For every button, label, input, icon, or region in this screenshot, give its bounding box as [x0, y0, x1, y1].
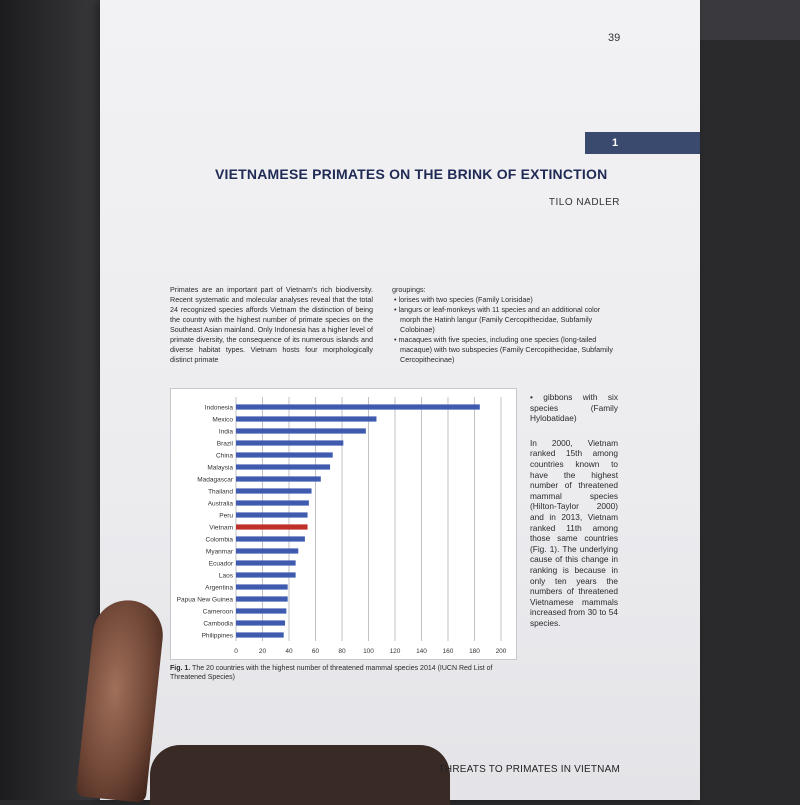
bar-philippines: [236, 632, 284, 637]
category-label: Philippines: [201, 632, 233, 640]
bar-australia: [236, 500, 309, 505]
category-label: Cambodia: [203, 620, 233, 628]
category-label: China: [216, 452, 233, 460]
bar-cambodia: [236, 620, 285, 625]
x-tick-label: 120: [389, 648, 401, 655]
x-tick-label: 100: [363, 648, 374, 655]
chapter-number: 1: [612, 137, 619, 149]
figure-caption-text: The 20 countries with the highest number of threatened mammal species 2014 (IUCN Red List of Threatened Species): [170, 665, 493, 681]
category-label: Ecuador: [208, 560, 233, 568]
category-label: Myanmar: [205, 548, 233, 556]
chapter-tab: [585, 132, 700, 154]
right-column: [392, 285, 622, 365]
category-label: Vietnam: [209, 524, 233, 532]
bullet-langurs: • langurs or leaf-monkeys with 11 species and an additional color morph the Hatinh langur (Family Cercopithecidae, Subfamily Colobinae): [394, 305, 601, 334]
bar-argentina: [236, 584, 288, 589]
left-column-text: Primates are an important part of Vietnam's rich biodiversity. Recent systematic and molecular analyses reveal that the total 24 recognized species affords Vietnam the distinction of being the country with the highest number of primate species on the Southeast Asian mainland. Only Indonesia has a higher level of primate diversity, the consequence of its numerous islands and diverse habitat types. Vietnam hosts four morphologically distinct primate: [170, 285, 373, 364]
chapter-title: VIETNAMESE PRIMATES ON THE BRINK OF EXTINCTION: [215, 166, 608, 182]
category-label: Argentina: [205, 584, 233, 592]
bar-madagascar: [236, 476, 321, 481]
category-label: Madagascar: [197, 476, 233, 484]
bar-india: [236, 428, 366, 433]
category-label: Thailand: [208, 488, 233, 496]
bar-brazil: [236, 440, 343, 445]
x-tick-label: 200: [495, 648, 507, 655]
ranking-paragraph: In 2000, Vietnam ranked 15th among countries known to have the highest number of threatened mammal species (Hilton-Taylor 2000) and in 2013, Vietnam ranked 11th among those same countries (Fig. 1). The underlying cause of this change in ranking is because in only ten years the numbers of threatened Vietnamese mammals increased from 30 to 54 species.: [530, 437, 618, 628]
bar-malaysia: [236, 464, 330, 469]
side-column: [530, 392, 618, 628]
category-label: Laos: [218, 572, 233, 580]
running-footer: THREATS TO PRIMATES IN VIETNAM: [438, 764, 620, 775]
bar-colombia: [236, 536, 305, 541]
category-label: India: [218, 428, 233, 436]
figure-caption: [170, 664, 515, 682]
category-label: Indonesia: [204, 404, 233, 412]
hand-shadow: [150, 745, 450, 805]
x-tick-label: 140: [416, 648, 427, 655]
groupings-intro: groupings:: [392, 285, 426, 294]
bar-mexico: [236, 416, 376, 421]
category-label: Peru: [219, 512, 233, 520]
bar-chart: [170, 388, 517, 660]
x-tick-label: 40: [285, 648, 293, 655]
bar-indonesia: [236, 404, 480, 409]
bullet-macaques: • macaques with five species, including one species (long-tailed macaque) with two subspecies (Family Cercopithecidae, Subfamily Cercopithecinae): [394, 335, 613, 364]
category-label: Brazil: [216, 440, 233, 448]
category-label: Papua New Guinea: [176, 596, 233, 604]
bar-ecuador: [236, 560, 296, 565]
bar-china: [236, 452, 333, 457]
category-label: Cameroon: [202, 608, 233, 616]
x-tick-label: 20: [258, 648, 267, 655]
bar-laos: [236, 572, 296, 577]
bar-vietnam: [236, 524, 308, 529]
x-tick-label: 60: [311, 648, 320, 655]
bullet-lorises: • lorises with two species (Family Lorisidae): [394, 295, 533, 304]
category-label: Australia: [207, 500, 233, 508]
bar-peru: [236, 512, 308, 517]
category-label: Mexico: [212, 416, 233, 424]
author-name: TILO NADLER: [548, 197, 620, 208]
bar-papua-new-guinea: [236, 596, 288, 601]
bar-myanmar: [236, 548, 298, 553]
figure-label: Fig. 1.: [170, 665, 191, 672]
category-label: Colombia: [205, 536, 233, 544]
x-tick-label: 160: [442, 648, 454, 655]
category-label: Malaysia: [207, 464, 233, 472]
bar-cameroon: [236, 608, 286, 613]
bar-thailand: [236, 488, 312, 493]
page-number: 39: [608, 32, 621, 44]
x-tick-label: 0: [234, 648, 238, 655]
x-tick-label: 80: [338, 648, 346, 655]
x-tick-label: 180: [469, 648, 480, 655]
bullet-gibbons: • gibbons with six species (Family Hylobatidae): [530, 392, 618, 424]
bar-chart-svg: [171, 389, 516, 659]
